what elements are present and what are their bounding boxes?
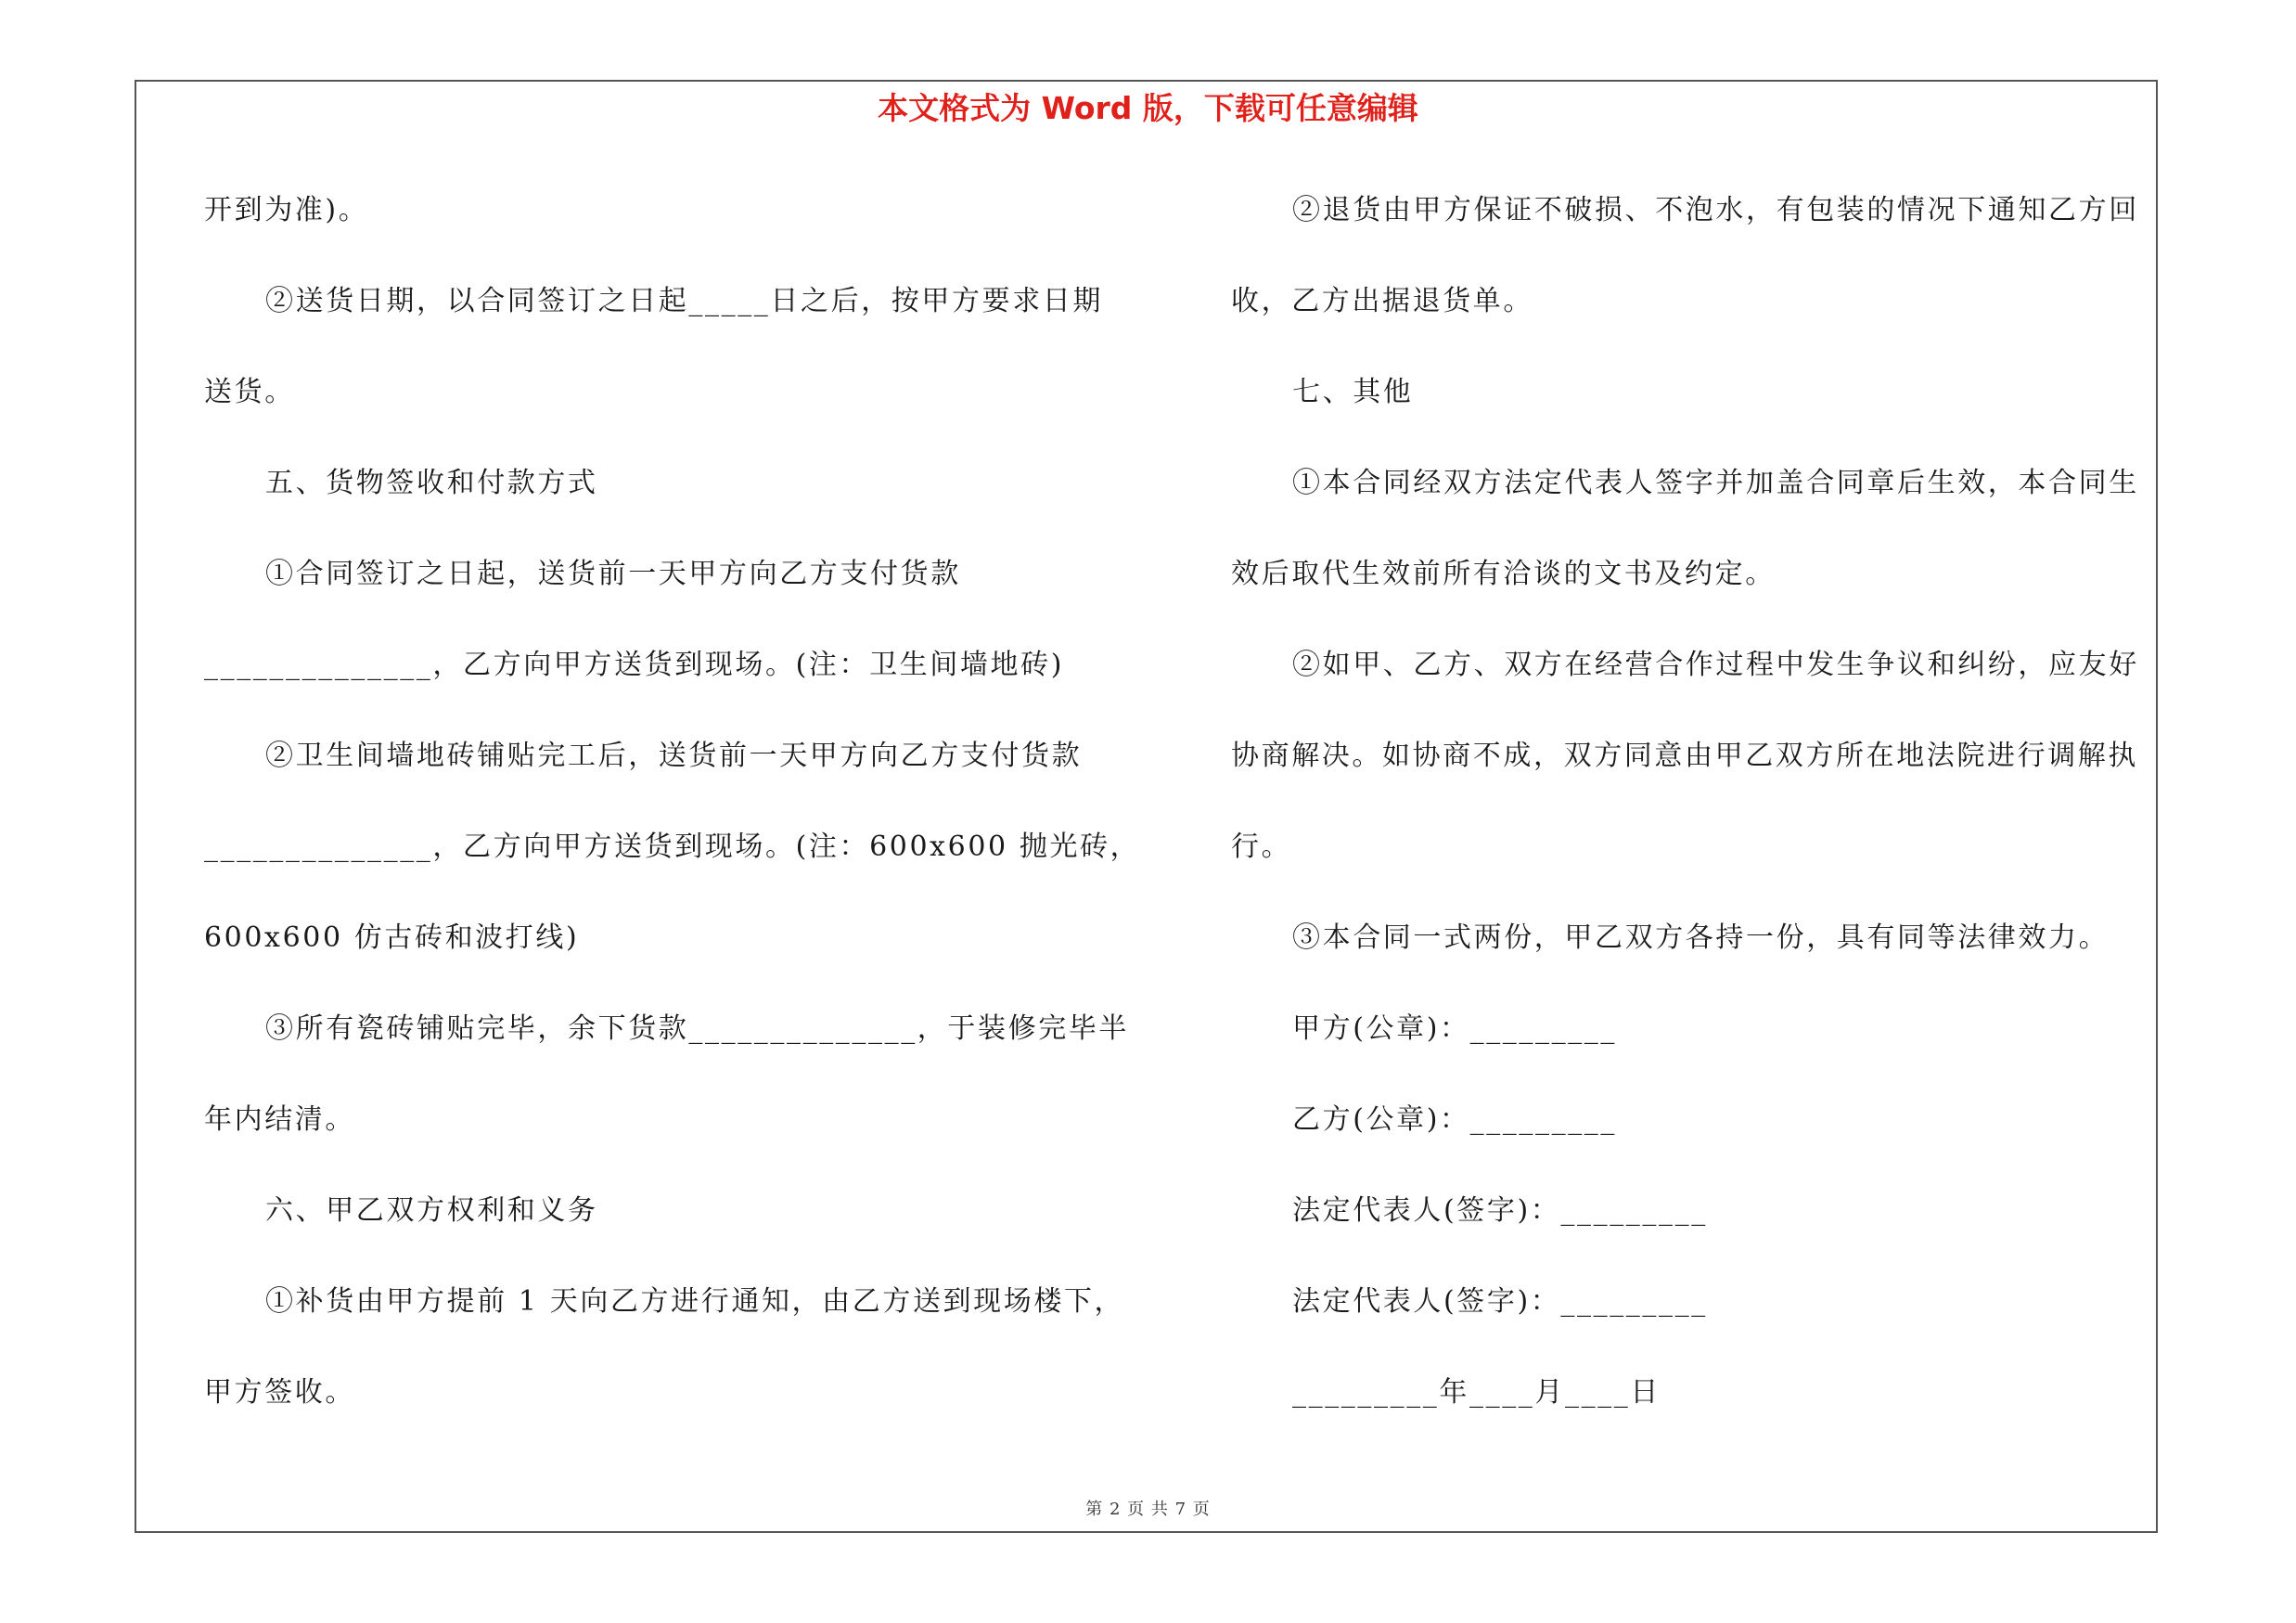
paragraph-line: 效后取代生效前所有洽谈的文书及约定。 xyxy=(1231,558,1776,590)
paragraph-line: 甲方签收。 xyxy=(204,1376,355,1409)
paragraph-line: ③所有瓷砖铺贴完毕，余下货款______________，于装修完毕半 xyxy=(265,1012,1129,1045)
paragraph-line: ①合同签订之日起，送货前一天甲方向乙方支付货款 xyxy=(265,558,961,590)
paragraph-line: 法定代表人(签字)：_________ xyxy=(1292,1194,1708,1227)
paragraph-line: ①本合同经双方法定代表人签字并加盖合同章后生效，本合同生 xyxy=(1292,467,2139,499)
paragraph-line: 五、货物签收和付款方式 xyxy=(265,467,598,499)
paragraph-line: 乙方(公章)：_________ xyxy=(1292,1103,1618,1136)
paragraph-line: 六、甲乙双方权利和义务 xyxy=(265,1194,598,1227)
paragraph-line: 收，乙方出据退货单。 xyxy=(1231,285,1533,317)
paragraph-line: ______________，乙方向甲方送货到现场。(注：卫生间墙地砖) xyxy=(204,649,1065,681)
format-banner: 本文格式为 Word 版，下载可任意编辑 xyxy=(878,90,1418,126)
paragraph-line: ①补货由甲方提前 1 天向乙方进行通知，由乙方送到现场楼下， xyxy=(265,1285,1125,1318)
paragraph-line: ②退货由甲方保证不破损、不泡水，有包装的情况下通知乙方回 xyxy=(1292,194,2139,226)
paragraph-line: ②送货日期，以合同签订之日起_____日之后，按甲方要求日期 xyxy=(265,285,1103,317)
paragraph-line: ______________，乙方向甲方送货到现场。(注：600x600 抛光砖， xyxy=(204,831,1141,863)
paragraph-line: 七、其他 xyxy=(1292,376,1414,408)
paragraph-line: 开到为准)。 xyxy=(204,194,369,226)
paragraph-line: 法定代表人(签字)：_________ xyxy=(1292,1285,1708,1318)
paragraph-line: 行。 xyxy=(1231,831,1292,863)
paragraph-line: 甲方(公章)：_________ xyxy=(1292,1012,1618,1045)
paragraph-line: ③本合同一式两份，甲乙双方各持一份，具有同等法律效力。 xyxy=(1292,921,2110,954)
left-column xyxy=(204,184,1150,1457)
right-column xyxy=(1231,184,2149,1457)
page-number-footer: 第 2 页 共 7 页 xyxy=(1085,1500,1211,1519)
paragraph-line: 年内结清。 xyxy=(204,1103,355,1136)
paragraph-line: _________年____月____日 xyxy=(1292,1376,1661,1409)
paragraph-line: 协商解决。如协商不成，双方同意由甲乙双方所在地法院进行调解执 xyxy=(1231,740,2138,772)
paragraph-line: ②卫生间墙地砖铺贴完工后，送货前一天甲方向乙方支付货款 xyxy=(265,740,1083,772)
paragraph-line: 送货。 xyxy=(204,376,295,408)
paragraph-line: ②如甲、乙方、双方在经营合作过程中发生争议和纠纷，应友好 xyxy=(1292,649,2139,681)
paragraph-line: 600x600 仿古砖和波打线) xyxy=(204,921,580,954)
